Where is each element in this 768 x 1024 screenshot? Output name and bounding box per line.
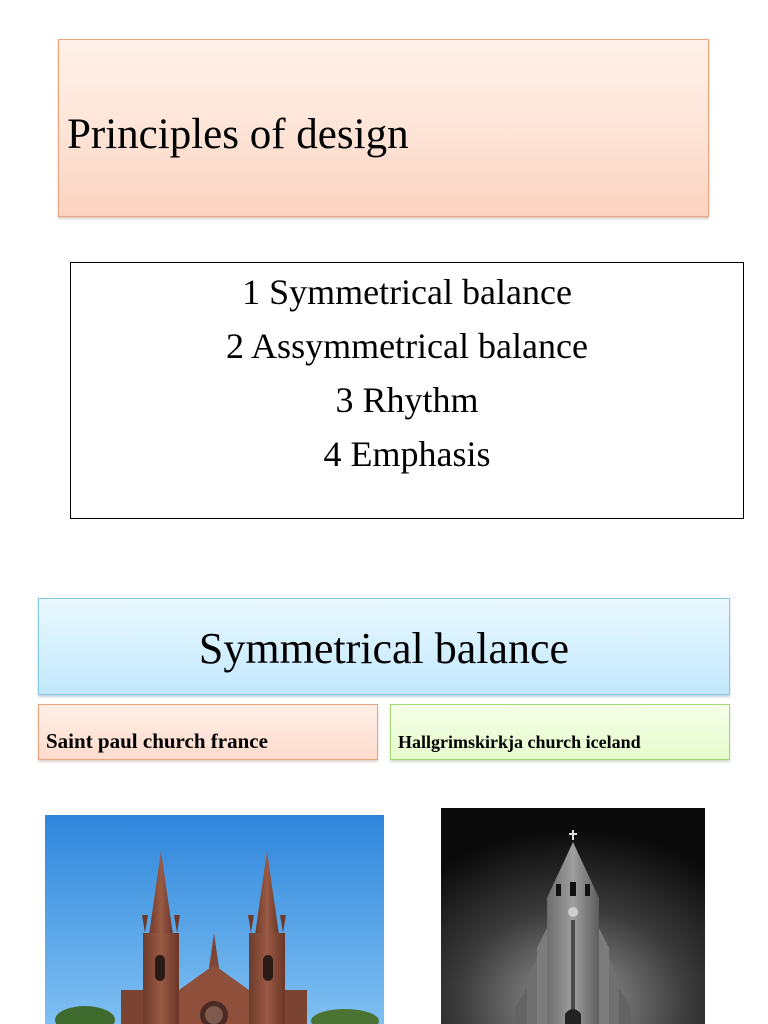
page-title: Principles of design [67,111,409,158]
saint-paul-church-photo [45,815,384,1024]
hallgrimskirkja-label: Hallgrimskirkja church iceland [398,732,641,752]
list-item: 1 Symmetrical balance [242,272,572,312]
section-heading-box [38,598,730,695]
list-item: 4 Emphasis [323,434,491,474]
title-box [58,39,709,217]
hallgrimskirkja-label-box [390,704,730,760]
list-item: 2 Assymmetrical balance [226,326,588,366]
saint-paul-label: Saint paul church france [46,729,268,753]
list-item: 3 Rhythm [335,380,479,420]
hallgrimskirkja-photo [441,808,705,1024]
saint-paul-label-box [38,704,378,760]
principles-list [70,262,744,519]
section-heading: Symmetrical balance [198,624,570,673]
